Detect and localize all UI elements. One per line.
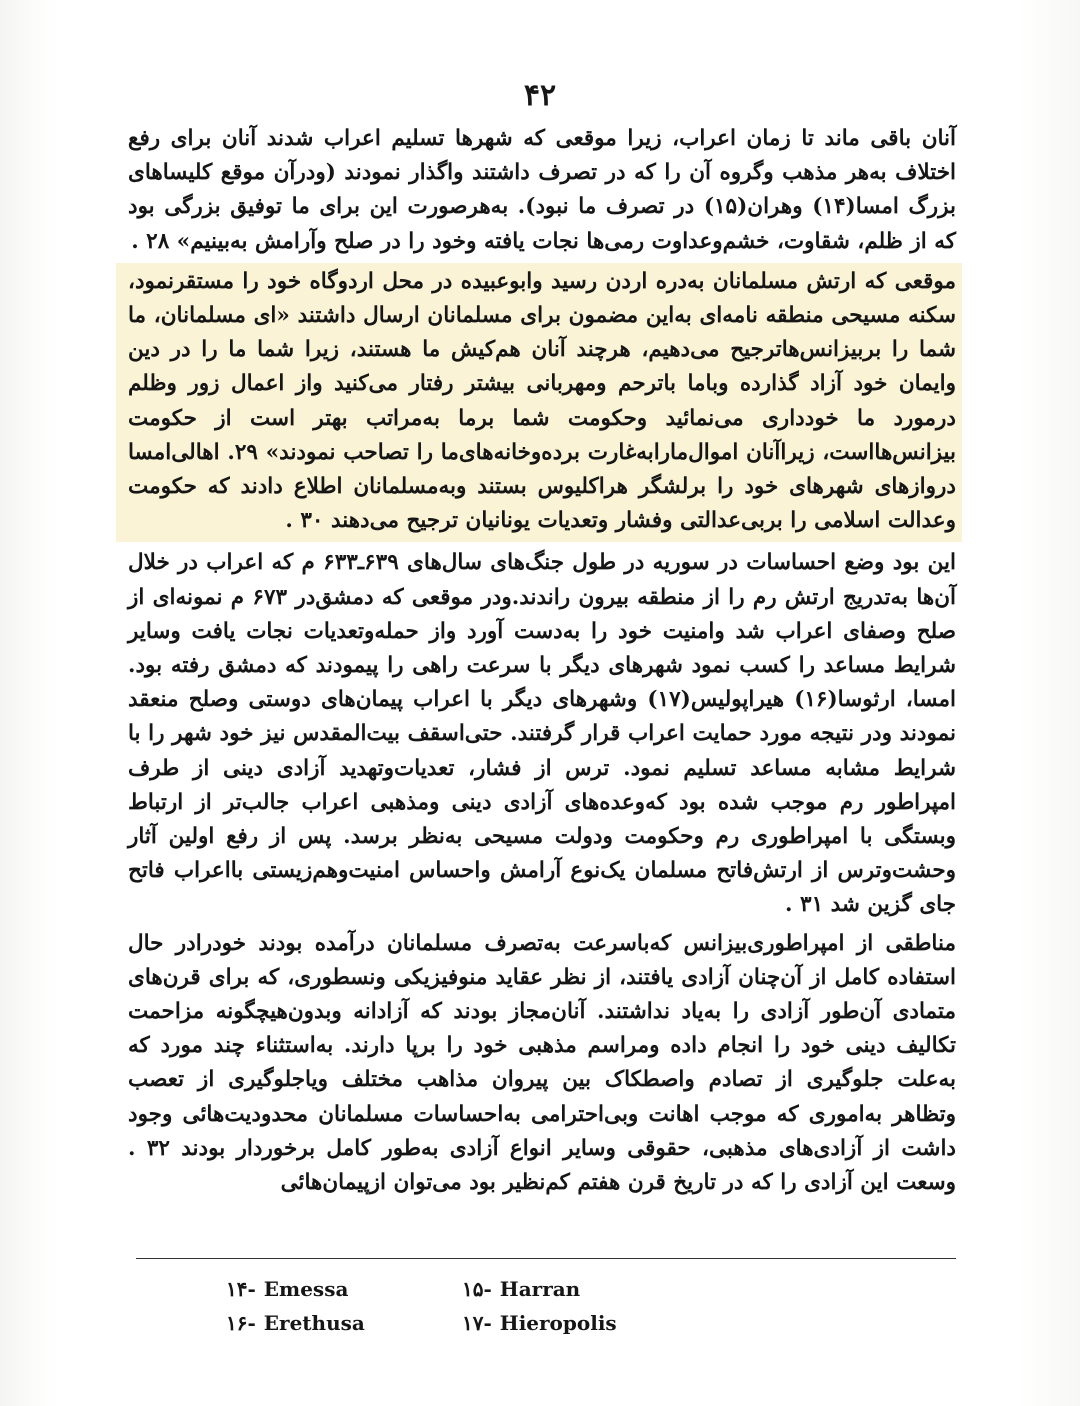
footnote-name: Emessa <box>263 1277 349 1301</box>
footnote-divider <box>136 1258 956 1259</box>
footnote-number: ۱۵- <box>462 1277 492 1301</box>
body-text <box>128 122 956 1200</box>
footnote-item <box>226 1272 348 1306</box>
footnote-name: Harran <box>499 1277 581 1301</box>
paragraph-3: این بود وضع احساسات در سوریه در طول جنگ‌های سال‌های ۶۳۹ـ۶۳۳ م که اعراب در خلال آن‌ها به‌تدریج ارتش رم را از منطقه بیرون راندند.ودر موقعی که دمشق‌در ۶۷۳ م نمونه‌ای از صلح وصفای اعراب شد وامنیت خود را به‌دست آورد واز حمله‌وتعدیات نجات یافت وسایر شرایط مساعد را کسب نمود شهرهای دیگر با سرعت راهی را پیمودند که دمشق رفته بود. امسا، ارثوسا(۱۶) هیراپولیس(۱۷) وشهرهای دیگر با اعراب پیمان‌های دوستی وصلح منعقد نمودند ودر نتیجه مورد حمایت اعراب قرار گرفتند. حتی‌اسقف بیت‌المقدس نیز خود شهر را با شرایط مشابه مساعد تسلیم نمود. ترس از فشار، تعدیات‌وتهدید آزادی دینی از طرف امپراطور رم موجب شده بود که‌وعده‌های آزادی دینی ومذهبی اعراب جالب‌تر از ارتباط وبستگی با امپراطوری رم وحکومت ودولت مسیحی به‌نظر برسد. پس از رفع اولین آثار وحشت‌وترس از ارتش‌فاتح مسلمان یک‌نوع آرامش واحساس امنیت‌وهم‌زیستی بااعراب فاتح جای گزین شد ۳۱ . <box>128 550 957 918</box>
footnote-number: ۱۴- <box>226 1277 256 1301</box>
paragraph-1: آنان باقی ماند تا زمان اعراب، زیرا موقعی که شهرها تسلیم اعراب شدند آنان برای رفع اختلاف به‌هر مذهب وگروه آن را که در تصرف داشتند واگذار نمودند (ودرآن موقع کلیساهای بزرگ امسا(۱۴) وهران(۱۵) در تصرف ما نبود). به‌هرصورت این برای ما توفیق بزرگی بود که از ظلم، شقاوت، خشم‌وعداوت رمی‌ها نجات یافته وخود را در صلح وآرامش به‌بینیم» ۲۸ . <box>128 126 956 254</box>
footnote-name: Erethusa <box>263 1311 365 1335</box>
paragraph-2-highlighted[interactable]: موقعی که ارتش مسلمانان به‌دره اردن رسید وابوعبیده در محل اردوگاه خود را مستقرنمود، سکنه مسیحی منطقه نامه‌ای به‌این مضمون برای مسلمانان ارسال داشتند «ای مسلمانان، ما شما را بربیزانس‌هاترجیح می‌دهیم، هرچند آنان هم‌کیش ما هستند، زیرا شما ما را در دین وایمان خود آزاد گذارده وباما باترحم ومهربانی بیشتر رفتار می‌کنید واز اعمال زور وظلم درمورد ما خودداری می‌نمائید وحکومت شما برما به‌مراتب بهتر است از حکومت بیزانس‌هااست، زیراآنان اموال‌مارابه‌غارت برده‌وخانه‌های‌ما را تصاحب نمودند» ۲۹. اهالی‌امسا دروازهای شهرهای خود را برلشگر هراکلیوس بستند وبه‌مسلمانان اطلاع دادند که حکومت وعدالت اسلامی را بربی‌عدالتی وفشار وتعدیات یونانیان ترجیح می‌دهند ۳۰ . <box>116 263 962 543</box>
footnote-item <box>462 1272 580 1306</box>
page-number: ۴۲ <box>523 78 557 113</box>
paragraph-4: مناطقی از امپراطوری‌بیزانس که‌باسرعت به‌تصرف مسلمانان درآمده بودند خودرادر حال استفاده کامل از آن‌چنان آزادی یافتند، از نظر عقاید منوفیزیکی ونسطوری، که برای قرن‌های متمادی آن‌طور آزادی را به‌یاد نداشتند. آنان‌مجاز بودند که آزادانه وبدون‌هیچگونه مزاحمت تکالیف دینی خود را انجام داده ومراسم مذهبی خود را برپا دارند. به‌استثناء چند مورد که به‌علت جلوگیری از تصادم واصطکاک بین پیروان مذاهب مختلف ویاجلوگیری از تعصب وتظاهر به‌اموری که موجب اهانت وبی‌احترامی به‌احساسات مسلمانان محدودیت‌هائی وجود داشت از آزادی‌های مذهبی، حقوقی وسایر انواع آزادی به‌طور کامل برخوردار بودند ۳۲ . وسعت این آزادی را که در تاریخ قرن هفتم کم‌نظیر بود می‌توان ازپیمان‌هائی <box>128 930 956 1196</box>
footnote-number: ۱۷- <box>462 1311 492 1335</box>
footnote-name: Hieropolis <box>499 1311 617 1335</box>
footnote-number: ۱۶- <box>226 1311 256 1335</box>
footnote-item <box>462 1306 617 1340</box>
footnote-item <box>226 1306 365 1340</box>
